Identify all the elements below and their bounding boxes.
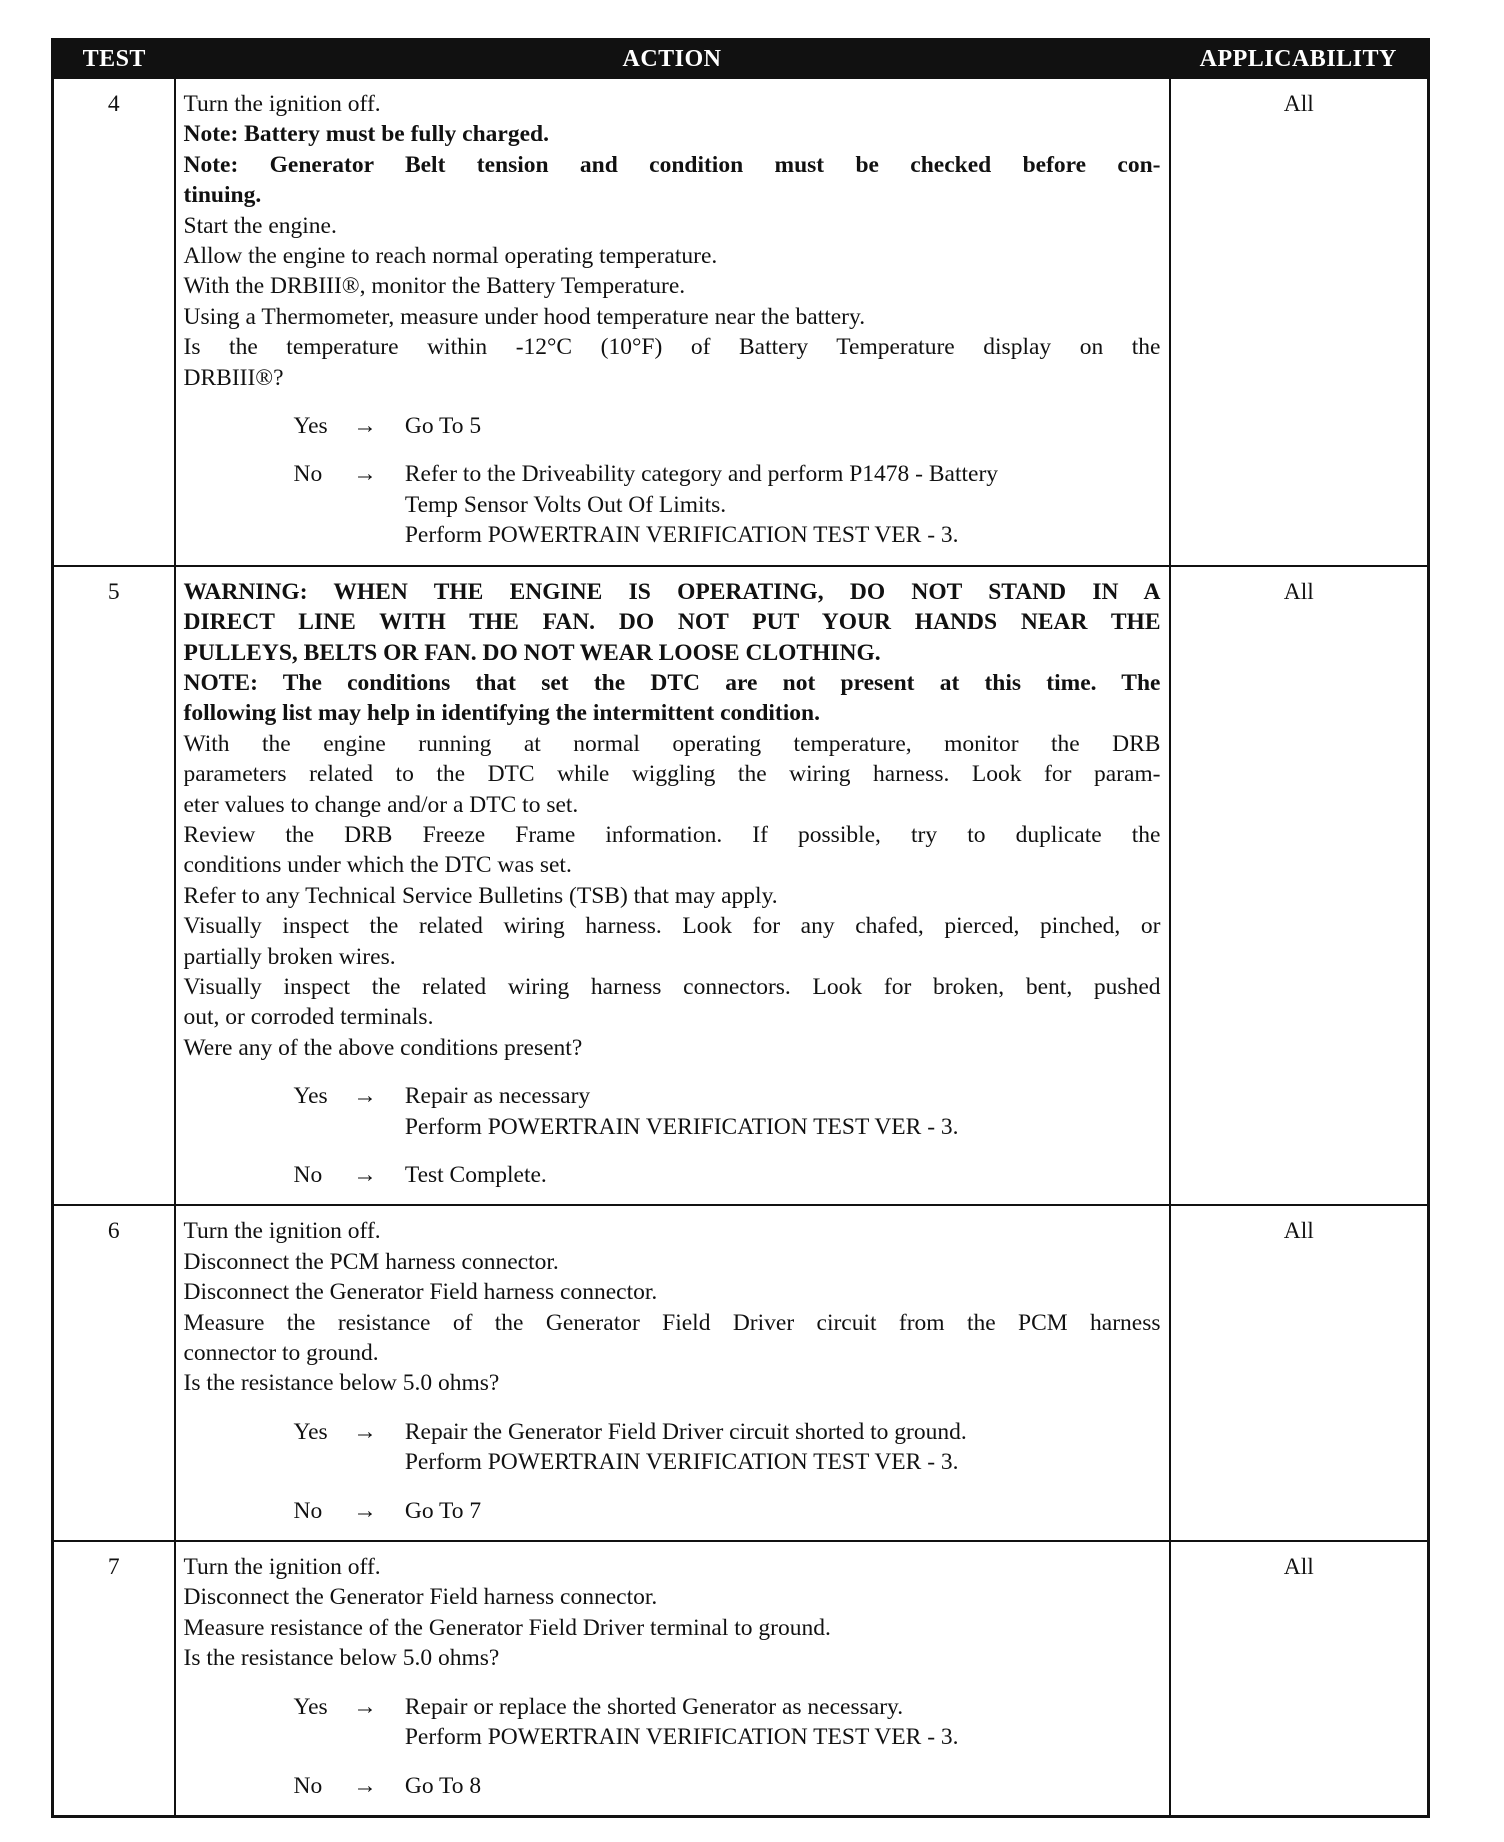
result-line: Perform POWERTRAIN VERIFICATION TEST VER - 3. [404, 1113, 959, 1140]
decision-option [294, 1417, 1161, 1478]
table-row [53, 78, 1429, 566]
applicability-cell: All [1170, 1205, 1429, 1541]
arrow-right-icon: → [353, 1497, 377, 1524]
applicability-cell: All [1170, 78, 1429, 566]
result-line: Temp Sensor Volts Out Of Limits. [404, 491, 727, 518]
applicability-cell: All [1170, 1541, 1429, 1816]
action-step-line: Turn the ignition off. [183, 1554, 381, 1581]
result-line: Repair as necessary [404, 1083, 591, 1110]
decision-option [294, 411, 1161, 441]
result-line: Go To 5 [404, 413, 482, 440]
action-step-line: conditions under which the DTC was set. [183, 852, 572, 879]
result-line: Repair the Generator Field Driver circuit shorted to ground. [404, 1418, 967, 1445]
option-label: No [293, 1497, 323, 1524]
action-step-line: Were any of the above conditions present? [183, 1034, 583, 1061]
action-step-line: eter values to change and/or a DTC to set. [183, 791, 579, 818]
table-header-row [53, 40, 1429, 79]
table-row [53, 566, 1429, 1206]
option-label: Yes [293, 1418, 328, 1445]
decision-option [294, 1692, 1161, 1753]
result-line: Repair or replace the shorted Generator as necessary. [404, 1693, 904, 1720]
table-body [53, 78, 1429, 1816]
decision-options [184, 1417, 1161, 1526]
action-note-line: following list may help in identifying the intermittent condition. [183, 700, 820, 727]
action-note-line: WARNING: WHEN THE ENGINE IS OPERATING, DO NOT STAND IN A [183, 578, 1161, 605]
header-applicability: APPLICABILITY [1170, 40, 1429, 79]
action-step-line: Allow the engine to reach normal operating temperature. [183, 243, 718, 270]
applicability-cell: All [1170, 566, 1429, 1206]
action-step-line: Is the resistance below 5.0 ohms? [183, 1645, 500, 1672]
arrow-right-icon: → [353, 1418, 377, 1445]
action-step-line: parameters related to the DTC while wiggling the wiring harness. Look for param- [183, 761, 1161, 788]
result-line: Go To 7 [404, 1497, 482, 1524]
action-note-line: Note: Battery must be fully charged. [183, 121, 549, 148]
test-number: 6 [53, 1205, 175, 1541]
option-label: No [293, 1772, 323, 1799]
action-cell [175, 1205, 1170, 1541]
option-label: Yes [293, 1083, 328, 1110]
result-line: Perform POWERTRAIN VERIFICATION TEST VER - 3. [404, 522, 959, 549]
action-note-line: DIRECT LINE WITH THE FAN. DO NOT PUT YOUR HANDS NEAR THE [183, 609, 1161, 636]
action-cell [175, 1541, 1170, 1816]
arrow-right-icon: → [353, 1772, 377, 1799]
table-row [53, 1541, 1429, 1816]
option-label: Yes [293, 1693, 328, 1720]
decision-options [184, 1692, 1161, 1801]
action-note-line: Note: Generator Belt tension and condition must be checked before con- [183, 151, 1161, 178]
arrow-right-icon: → [353, 1162, 377, 1188]
result-line: Perform POWERTRAIN VERIFICATION TEST VER - 3. [404, 1449, 959, 1476]
header-test: TEST [53, 40, 175, 79]
decision-option [294, 1771, 1161, 1801]
action-cell [175, 566, 1170, 1206]
action-step-line: Disconnect the PCM harness connector. [183, 1248, 559, 1275]
action-step-line: connector to ground. [183, 1340, 379, 1367]
header-action: ACTION [175, 40, 1170, 79]
option-result [405, 1496, 1161, 1526]
option-label: Yes [293, 413, 328, 440]
diagnostic-test-table [51, 38, 1430, 1818]
action-step-line: Refer to any Technical Service Bulletins (TSB) that may apply. [183, 882, 778, 909]
option-result [405, 1417, 1161, 1478]
action-step-line: Is the temperature within -12°C (10°F) of Battery Temperature display on the [183, 334, 1161, 361]
action-step-line: With the DRBIII®, monitor the Battery Temperature. [183, 273, 686, 300]
action-note-line: PULLEYS, BELTS OR FAN. DO NOT WEAR LOOSE CLOTHING. [183, 639, 881, 666]
action-step-line: Disconnect the Generator Field harness connector. [183, 1584, 658, 1611]
action-cell [175, 78, 1170, 566]
action-step-line: Turn the ignition off. [183, 91, 381, 117]
action-note-line: tinuing. [183, 182, 262, 209]
option-result [405, 1160, 1161, 1190]
option-result [405, 1771, 1161, 1801]
decision-option [294, 459, 1161, 550]
result-line: Perform POWERTRAIN VERIFICATION TEST VER - 3. [404, 1724, 959, 1751]
decision-options [184, 411, 1161, 551]
action-step-line: Visually inspect the related wiring harness connectors. Look for broken, bent, pushed [183, 973, 1161, 1000]
option-result [405, 459, 1161, 550]
action-step-line: Measure the resistance of the Generator Field Driver circuit from the PCM harness [183, 1309, 1161, 1336]
result-line: Go To 8 [404, 1772, 482, 1799]
action-step-line: Disconnect the Generator Field harness connector. [183, 1279, 658, 1306]
action-step-line: Turn the ignition off. [183, 1218, 381, 1245]
action-note-line: NOTE: The conditions that set the DTC are not present at this time. The [183, 669, 1161, 696]
action-step-line: Measure resistance of the Generator Field Driver terminal to ground. [183, 1614, 831, 1641]
table-row [53, 1205, 1429, 1541]
action-step-line: Start the engine. [183, 212, 337, 239]
option-result [405, 411, 1161, 441]
arrow-right-icon: → [353, 1083, 377, 1110]
test-number: 5 [53, 566, 175, 1206]
result-line: Test Complete. [404, 1162, 547, 1188]
decision-options [184, 1081, 1161, 1190]
action-step-line: Using a Thermometer, measure under hood temperature near the battery. [183, 303, 866, 330]
action-step-line: out, or corroded terminals. [183, 1004, 434, 1031]
action-step-line: partially broken wires. [183, 943, 396, 970]
action-step-line: Review the DRB Freeze Frame information. If possible, try to duplicate the [183, 821, 1161, 848]
decision-option [294, 1160, 1161, 1190]
action-step-line: With the engine running at normal operating temperature, monitor the DRB [183, 730, 1161, 757]
arrow-right-icon: → [353, 413, 377, 440]
action-step-line: DRBIII®? [183, 364, 284, 391]
decision-option [294, 1081, 1161, 1142]
option-label: No [293, 1162, 323, 1188]
test-number: 7 [53, 1541, 175, 1816]
arrow-right-icon: → [353, 1693, 377, 1720]
result-line: Refer to the Driveability category and perform P1478 - Battery [404, 461, 999, 488]
decision-option [294, 1496, 1161, 1526]
arrow-right-icon: → [353, 461, 377, 488]
option-result [405, 1692, 1161, 1753]
test-number: 4 [53, 78, 175, 566]
option-result [405, 1081, 1161, 1142]
action-step-line: Is the resistance below 5.0 ohms? [183, 1370, 500, 1397]
option-label: No [293, 461, 323, 488]
action-step-line: Visually inspect the related wiring harness. Look for any chafed, pierced, pinched, or [183, 913, 1161, 940]
